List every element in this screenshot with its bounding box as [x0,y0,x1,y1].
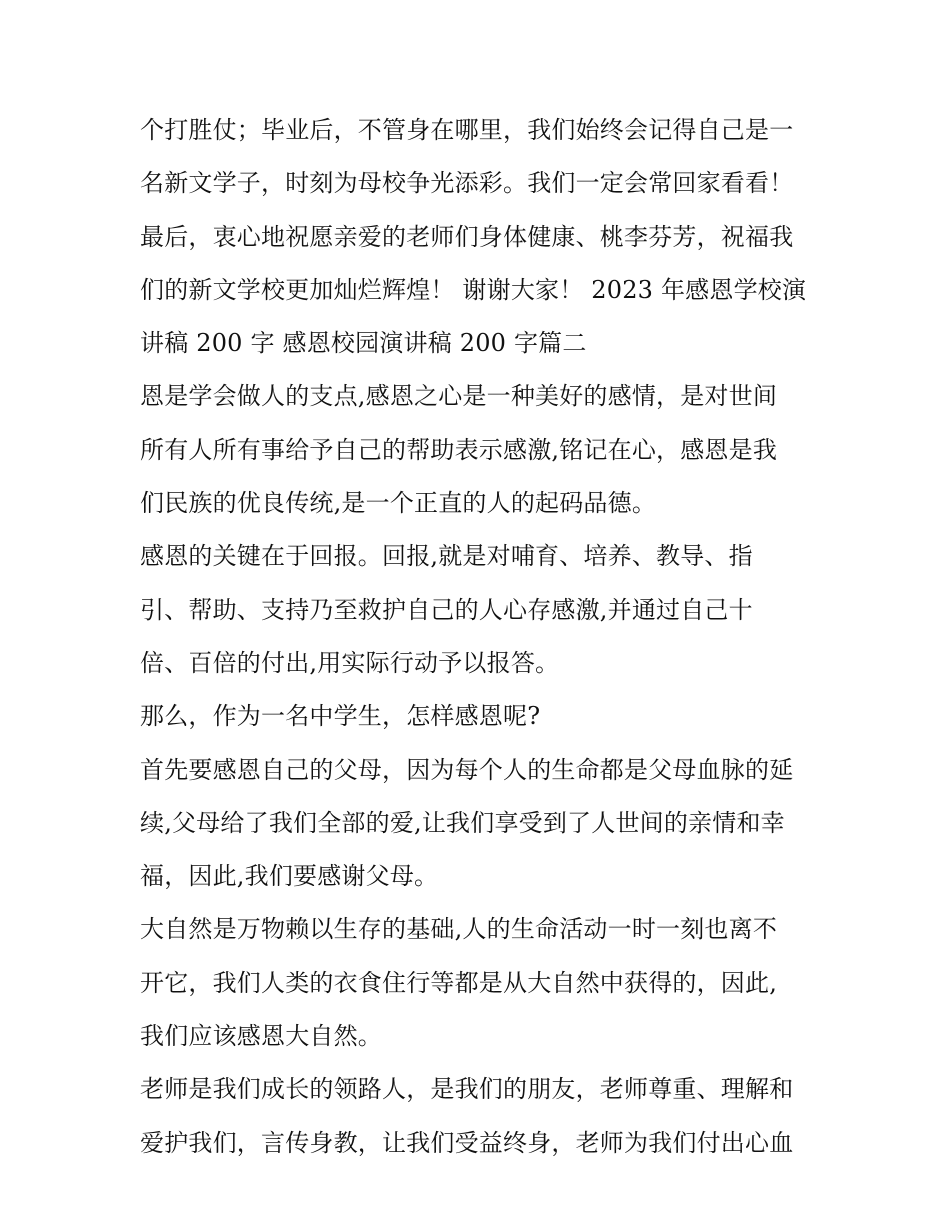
text-line: 老师是我们成长的领路人，是我们的朋友，老师尊重、理解和 [140,1075,794,1104]
text-line: 那么，作为一名中学生，怎样感恩呢? [140,702,541,731]
text-line: 所有人所有事给予自己的帮助表示感激,铭记在心，感恩是我 [140,435,778,464]
text-line: 首先要感恩自己的父母，因为每个人的生命都是父母血脉的延 [140,755,794,784]
text-line: 大自然是万物赖以生存的基础,人的生命活动一时一刻也离不 [140,915,778,944]
text-line: 引、帮助、支持乃至救护自己的人心存感激,并通过自己十 [140,595,753,624]
section-heading-line: 讲稿 200 字 感恩校园演讲稿 200 字篇二 [140,329,587,358]
text-line: 福，因此,我们要感谢父母。 [140,862,439,891]
text-line: 个打胜仗；毕业后，不管身在哪里，我们始终会记得自己是一 [140,116,794,144]
text-line: 我们应该感恩大自然。 [140,1022,382,1051]
text-line: 名新文学子，时刻为母校争光添彩。我们一定会常回家看看！ [140,169,794,198]
text-line: 恩是学会做人的支点,感恩之心是一种美好的感情，是对世间 [140,382,778,411]
text-line: 感恩的关键在于回报。回报,就是对哺育、培养、教导、指 [140,542,753,571]
text-line: 续,父母给了我们全部的爱,让我们享受到了人世间的亲情和幸 [140,808,785,837]
text-line: 倍、百倍的付出,用实际行动予以报答。 [140,648,560,677]
body-text [140,104,830,1170]
text-line: 们的新文学校更加灿烂辉煌！ 谢谢大家！ 2023 年感恩学校演 [140,275,807,304]
text-line: 开它，我们人类的衣食住行等都是从大自然中获得的，因此, [140,968,778,997]
text-line: 最后，衷心地祝愿亲爱的老师们身体健康、桃李芬芳，祝福我 [140,222,794,251]
text-line: 爱护我们，言传身教，让我们受益终身，老师为我们付出心血 [140,1128,794,1157]
text-line: 们民族的优良传统,是一个正直的人的起码品德。 [140,489,657,518]
